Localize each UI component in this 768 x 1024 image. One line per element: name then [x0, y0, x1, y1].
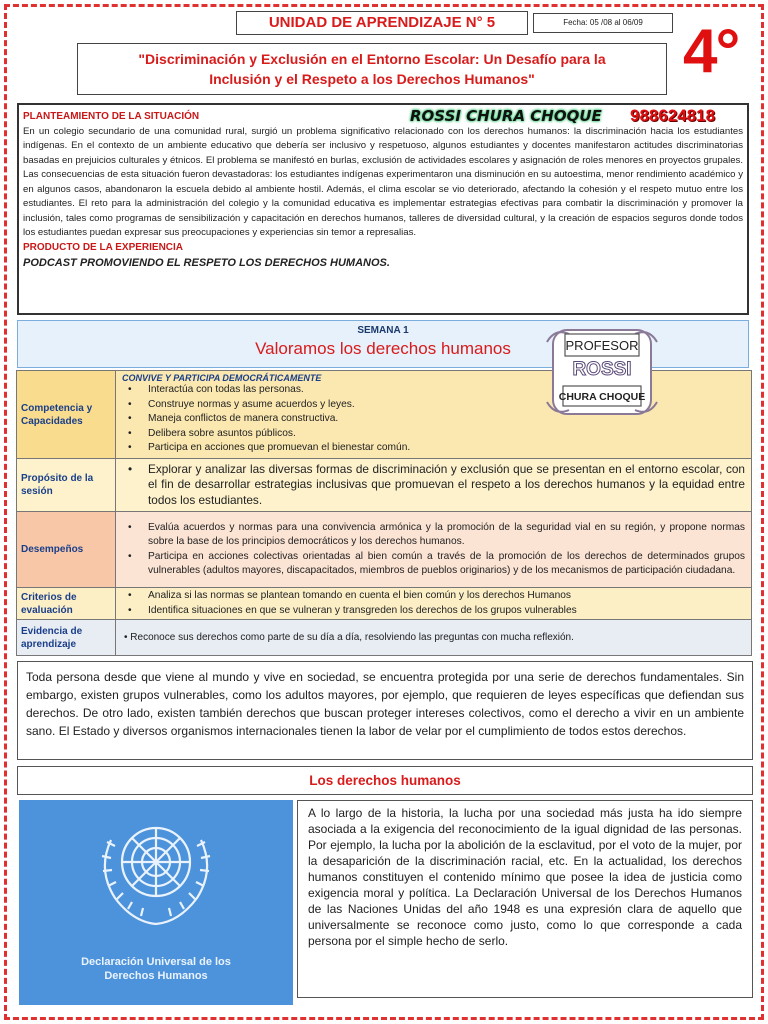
product-heading: PRODUCTO DE LA EXPERIENCIA [23, 241, 184, 253]
table-row [17, 512, 752, 588]
situation-box [17, 103, 749, 315]
desempenos-cell [116, 512, 752, 588]
list-item: • Maneja conflictos de manera constructiva. [122, 412, 745, 427]
unit-title: UNIDAD DE APRENDIZAJE N° 5 [236, 11, 528, 35]
criterios-label: Criterios de evaluación [17, 588, 116, 620]
situation-text: En un colegio secundario de una comunidad rural, surgió un problema significativo relacionado con los derechos humanos: la discriminación hacia los estudiantes indígenas. En el contexto de un ambiente educativo que debería ser inclusivo y respetuoso, algunos estudiantes y docentes manifestaron actitudes discriminatorias basadas en prejuicios culturales y étnicos. El problema se manifestó en burlas, exclusión de actividades escolares y asignación de roles menores en proyectos grupales. Las consecuencias de esta situación fueron devastadoras: los estudiantes indígenas experimentaron una disminución en su autoestima, menor rendimiento académico y en algunos casos, abandonaron la escuela debido al ambiente hostil. Además, el clima escolar se vio deteriorado, afectando la cohesión y el respeto mutuo entre los estudiantes. El reto para la administración del colegio y la comunidad educativa es implementar estrategias efectivas para combatir la discriminación y promover la inclusión, tales como programas de sensibilización y capacitación en derechos humanos, talleres de diversidad cultural, y la creación de espacios seguros donde todos los estudiantes puedan expresar sus preocupaciones y experiencias sin temor a represalias. [23, 125, 743, 238]
list-item: • Evalúa acuerdos y normas para una convivencia armónica y la promoción de la seguridad vial en su región, y propone normas sobre la base de los principios democráticos y los derechos humanos. [122, 521, 745, 550]
week-number: SEMANA 1 [357, 325, 409, 336]
week-title: Valoramos los derechos humanos [255, 339, 511, 358]
un-emblem-image [19, 800, 293, 1005]
stamp-line3: CHURA CHOQUE [558, 391, 646, 403]
main-title [77, 43, 667, 95]
table-row [17, 459, 752, 512]
list-item: • Explorar y analizar las diversas formas de discriminación y exclusión que se presentan en el entorno escolar, con el fin de desarrollar estrategias inclusivas que promuevan el respeto a los derechos humanos y la equidad entre todos los estudiantes. [122, 462, 745, 509]
stamp-line2: ROSSI [572, 359, 632, 380]
author-name: ROSSI CHURA CHOQUE [410, 107, 602, 125]
proposito-label: Propósito de la sesión [17, 459, 116, 512]
desempenos-label: Desempeños [17, 512, 116, 588]
evidencia-cell: • Reconoce sus derechos como parte de su día a día, resolviendo las preguntas con mucha reflexión. [116, 620, 752, 656]
section-title: Los derechos humanos [17, 766, 753, 795]
un-emblem-icon [19, 800, 293, 970]
phone-number: 988624818 [630, 106, 716, 125]
main-title-line2: Inclusión y el Respeto a los Derechos Humanos" [209, 71, 535, 87]
intro-text: Toda persona desde que viene al mundo y vive en sociedad, se encuentra protegida por una serie de derechos fundamentales. Sin embargo, existen grupos vulnerables, como los adultos mayores, por ejemplo, que requieren de leyes específicas que defiendan sus derechos. De otro lado, existen también derechos que buscan proteger intereses colectivos, como el derecho a vivir en un ambiente sano. El Estado y diversos organismos internacionales tienen la labor de velar por el cumplimiento de todos estos derechos. [17, 661, 753, 760]
list-item: • Interactúa con todas las personas. [122, 383, 745, 398]
table-row [17, 620, 752, 656]
proposito-cell [116, 459, 752, 512]
list-item: • Construye normas y asume acuerdos y leyes. [122, 398, 745, 413]
evidencia-label: Evidencia de aprendizaje [17, 620, 116, 656]
product-text: PODCAST PROMOVIENDO EL RESPETO LOS DERECHOS HUMANOS. [23, 257, 390, 269]
un-caption-line1: Declaración Universal de los [81, 956, 231, 968]
grade-number: 4° [683, 17, 739, 86]
list-item: • Analiza si las normas se plantean tomando en cuenta el bien común y los derechos Humanos [122, 589, 745, 604]
un-caption-line2: Derechos Humanos [104, 970, 208, 982]
date-box: Fecha: 05 /08 al 06/09 [533, 13, 673, 33]
un-caption [19, 955, 293, 983]
list-item: • Delibera sobre asuntos públicos. [122, 427, 745, 442]
situation-heading: PLANTEAMIENTO DE LA SITUACIÓN [23, 111, 200, 122]
competencia-label: Competencia y Capacidades [17, 371, 116, 459]
competencia-heading: CONVIVE Y PARTICIPA DEMOCRÁTICAMENTE [122, 373, 322, 384]
history-text: A lo largo de la historia, la lucha por una sociedad más justa ha ido siempre asociada a la exigencia del reconocimiento de la igual dignidad de las personas. Por ejemplo, la lucha por la abolición de la esclavitud, por el voto de la mujer, por la desaparición de la discriminación racial, etc. En la actualidad, los derechos humanos constituyen el contenido mínimo que posee la idea de justicia como exigencia moral y política. La Declaración Universal de los Derechos Humanos de las Naciones Unidas del año 1948 es una expresión clara de aquello que universalmente se reconoce como justo, como lo que corresponde a cada persona por el simple hecho de serlo. [297, 800, 753, 998]
list-item: • Participa en acciones colectivas orientadas al bien común a través de la promoción de los derechos de determinados grupos vulnerables (adultos mayores, discapacitados, miembros de pueblos originarios) y de los mecanismos de participación ciudadana. [122, 550, 745, 579]
list-item: • Participa en acciones que promuevan el bienestar común. [122, 441, 745, 456]
criterios-cell [116, 588, 752, 620]
list-item: • Identifica situaciones en que se vulneran y transgreden los derechos de los grupos vulnerables [122, 604, 745, 619]
stamp-line1: PROFESOR [565, 338, 639, 353]
profesor-stamp [543, 322, 661, 422]
table-row [17, 588, 752, 620]
main-title-line1: "Discriminación y Exclusión en el Entorno Escolar: Un Desafío para la [138, 51, 606, 67]
